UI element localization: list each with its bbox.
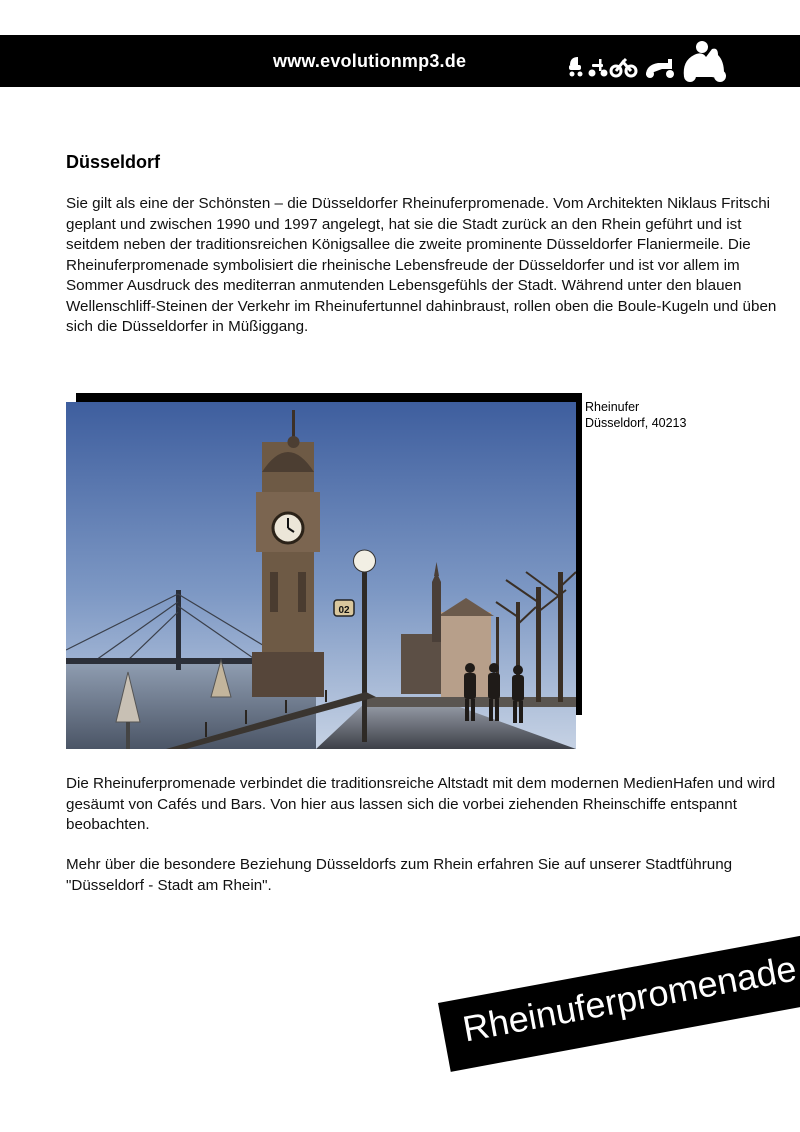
tricycle-icon — [589, 59, 608, 77]
photo-caption — [585, 399, 686, 431]
banner-label: Rheinuferpromenade — [459, 947, 800, 1050]
caption-line-1: Rheinufer — [585, 400, 640, 414]
site-url-link[interactable]: www.evolutionmp3.de — [273, 51, 467, 71]
motorcycle-icon — [684, 41, 726, 82]
intro-paragraph: Sie gilt als eine der Schönsten – die Düsseldorfer Rheinuferpromenade. Vom Architekten Niklaus Fritschi geplant und zwischen 1990 und 1997 angelegt, hat sie die Stadt zurück an den Rhein geführt und ist seitdem neben der traditionsreichen Königsallee die zweite prominente Düsseldorfer Flaniermeile. Die Rheinuferpromenade symbolisiert die rheinische Lebensfreude der Düsseldorfer und ist vor allem im Sommer Ausdruck des mediterran anmutenden Lebensgefühls der Stadt. Während unter den blauen Wellenschliff-Steinen der Verkehr im Rheinufertunnel dahinbraust, rollen oben die Boule-Kugeln und üben sich die Düsseldorfer in Müßiggang. — [66, 195, 777, 335]
scooter-icon — [646, 59, 674, 78]
header-bar — [0, 35, 800, 87]
body-paragraph-3: Mehr über die besondere Beziehung Düsseldorfs zum Rhein erfahren Sie auf unserer Stadtführung "Düsseldorf - Stadt am Rhein". — [66, 856, 733, 894]
rheinuferpromenade-banner — [438, 935, 800, 1072]
bicycle-icon — [611, 59, 636, 76]
clock-sign-text: 02 — [338, 605, 350, 616]
body-paragraph-2: Die Rheinuferpromenade verbindet die traditionsreiche Altstadt mit dem modernen MedienHafen und wird gesäumt von Cafés und Bars. Von hier aus lassen sich die vorbei ziehenden Rheinschiffe entspannt beobachten. — [66, 775, 776, 833]
page-title: Düsseldorf — [66, 152, 161, 172]
stroller-icon — [569, 57, 583, 77]
vehicle-icons-logo — [566, 39, 736, 83]
clock-tower — [252, 410, 324, 697]
caption-line-2: Düsseldorf, 40213 — [585, 416, 687, 430]
promenade-photo — [66, 402, 576, 749]
